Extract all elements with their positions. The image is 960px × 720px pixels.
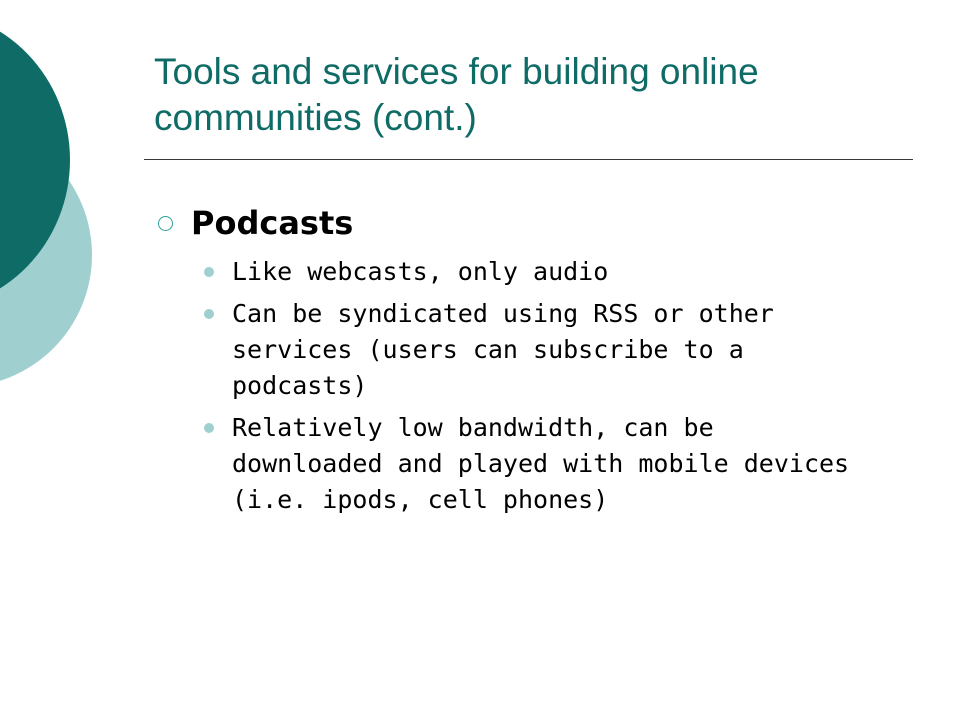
bullet-dot-icon <box>204 267 214 277</box>
list-item <box>156 254 916 290</box>
bullet-text: Can be syndicated using RSS or other services (users can subscribe to a podcasts) <box>232 299 774 400</box>
bullet-dot-icon <box>204 309 214 319</box>
bullet-list <box>156 254 916 518</box>
bullet-text: Relatively low bandwidth, can be downloaded and played with mobile devices (i.e. ipods, cell phones) <box>232 413 850 514</box>
title-divider <box>144 159 913 160</box>
slide-content <box>156 198 916 518</box>
heading-row <box>156 198 916 248</box>
decorative-circles <box>0 0 120 400</box>
list-item <box>156 296 916 404</box>
section-heading: Podcasts <box>191 204 354 242</box>
bullet-dot-icon <box>204 423 214 433</box>
hollow-circle-icon <box>158 216 173 231</box>
list-item <box>156 410 916 518</box>
bullet-text: Like webcasts, only audio <box>232 257 609 286</box>
slide-title: Tools and services for building online communities (cont.) <box>154 51 759 138</box>
